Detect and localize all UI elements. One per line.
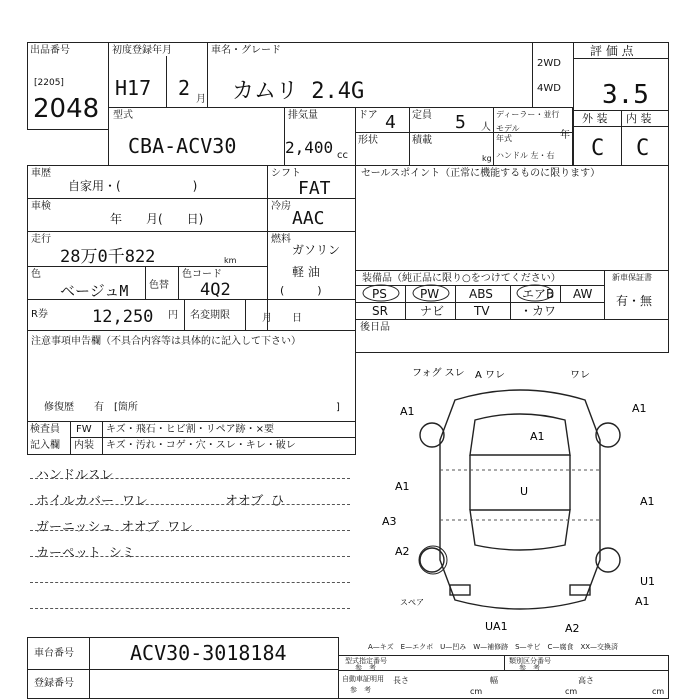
- equip-navi: ナビ: [420, 304, 445, 318]
- history-value: 自家用・( ): [68, 179, 198, 193]
- name-change-value: 月 日: [262, 313, 302, 324]
- shape-label: 形状: [358, 135, 378, 146]
- car-diagram: [370, 360, 670, 640]
- fw-label: FW: [76, 424, 92, 435]
- equip-airbag: エアB: [522, 287, 555, 301]
- recycle-value: 12,250: [92, 307, 154, 327]
- selling-points-label: セールスポイント（正常に機能するものに限ります）: [361, 168, 601, 179]
- equip-tv: TV: [474, 304, 490, 318]
- fuel-value-1: ガソリン: [292, 243, 341, 257]
- dmark-a-ware: A ワレ: [475, 370, 506, 381]
- lot-number-label: 出品番号: [30, 45, 70, 56]
- exterior-grade: C: [591, 136, 605, 161]
- first-reg-month-unit: 月: [196, 94, 206, 105]
- capacity-label: 定員: [412, 110, 432, 121]
- dash-2: [30, 504, 350, 505]
- interior-grade: C: [636, 136, 650, 161]
- recycle-label: R券: [31, 309, 48, 320]
- interior-label: 内 装: [626, 112, 652, 125]
- dmark-ua1: UA1: [485, 620, 508, 633]
- cert-div: [504, 655, 505, 670]
- new-warranty-value: 有・無: [616, 294, 653, 308]
- lot-number-value: 2048: [33, 94, 100, 124]
- chassis-div: [89, 637, 90, 670]
- dmark-a2-1: A2: [395, 545, 410, 558]
- equip-sr: SR: [372, 304, 388, 318]
- h-row-2: [27, 231, 267, 232]
- history-div: [267, 165, 268, 331]
- insp-div-2: [102, 421, 103, 455]
- mileage-label: 走行: [31, 234, 51, 245]
- dash-4: [30, 556, 350, 557]
- dmark-spare: スぺア: [400, 598, 424, 607]
- capacity-unit: 人: [481, 122, 491, 133]
- length-unit: cm: [470, 687, 483, 696]
- length-label: 長さ: [393, 676, 409, 685]
- dmark-a1-2: A1: [632, 402, 647, 415]
- drive-box: [532, 42, 574, 108]
- first-reg-divider: [166, 56, 167, 108]
- equip-leather: ・カワ: [520, 304, 557, 318]
- inspection-value: 年 月( 日): [110, 212, 204, 226]
- equip-abs: ABS: [469, 287, 493, 301]
- spec-row-line: [355, 132, 573, 133]
- dmark-fog: フォグ スレ: [412, 368, 465, 379]
- dmark-ware: ワレ: [570, 370, 590, 381]
- repair-label: 修復歴 有 [箇所: [44, 402, 138, 413]
- interior-insp-value: キズ・汚れ・コゲ・穴・スレ・キレ・破レ: [106, 440, 296, 451]
- handle-label: ハンドル 左・右: [496, 151, 555, 160]
- dmark-a2-2: A2: [565, 622, 580, 635]
- spec-div-1: [409, 107, 410, 166]
- type-label: 型式: [113, 110, 133, 121]
- equipment-circles: [355, 284, 605, 304]
- equip-pw: PW: [420, 287, 440, 301]
- repair-close: ]: [336, 402, 340, 413]
- inspector-label-1: 検査員: [30, 424, 60, 435]
- year-unit: 年: [560, 130, 570, 141]
- recycle-div: [184, 299, 185, 331]
- color-value: ベージュM: [60, 282, 129, 300]
- first-reg-era: H17: [115, 76, 152, 100]
- displacement-value: 2,400: [285, 138, 334, 157]
- reg-div: [89, 669, 90, 699]
- handwritten-note-2: ホイルカバー ワレ: [36, 494, 148, 509]
- height-unit: cm: [652, 687, 665, 696]
- width-unit: cm: [565, 687, 578, 696]
- shift-label: シフト: [271, 168, 301, 179]
- dmark-a1-5: U: [520, 485, 529, 498]
- insp-div-1: [70, 421, 71, 455]
- ac-label: 冷房: [271, 201, 291, 212]
- score-divider: [573, 58, 669, 59]
- cert-row: [338, 670, 669, 671]
- type-cert-sub: 参 考: [355, 664, 376, 672]
- notes-label: 注意事項申告欄（不具合内容等は具体的に記入して下さい）: [31, 336, 301, 347]
- class-label: 類別区分番号: [509, 657, 551, 665]
- diagram-legend: A—キズ E—エクボ U—凹み W—補修跡 S—サビ C—腐食 XX—交換済: [368, 643, 619, 651]
- score-label: 評 価 点: [590, 44, 634, 58]
- chassis-value: ACV30-3018184: [130, 641, 287, 665]
- first-reg-label: 初度登録年月: [112, 45, 172, 56]
- dmark-a3: A3: [382, 515, 397, 528]
- kg-unit: kg: [482, 154, 492, 163]
- dash-1: [30, 478, 350, 479]
- h-row-4: [27, 299, 356, 300]
- selling-points-box: [355, 165, 669, 271]
- vehicle-cert-sub: 参 考: [350, 686, 371, 694]
- inspector-label-2: 記入欄: [30, 440, 60, 451]
- recycle-yen: 円: [168, 310, 178, 321]
- width-label: 幅: [490, 676, 498, 685]
- lot-sub-number: [2205]: [34, 78, 64, 88]
- handwritten-note-3: ガーニッシュ オオブ ワレ: [36, 520, 194, 535]
- history-label: 車歴: [31, 168, 51, 179]
- type-cert-label: 型式指定番号: [345, 657, 387, 665]
- equipment-label: 装備品（純正品に限り○をつけてください）: [362, 273, 561, 284]
- doors-value: 4: [385, 112, 396, 133]
- post-item-label: 後日品: [360, 322, 390, 333]
- circle-airbag: [517, 285, 553, 301]
- inspection-label: 車検: [31, 201, 51, 212]
- dmark-a1-6: A1: [640, 495, 655, 508]
- post-item-box: [355, 319, 669, 353]
- mileage-value: 28万0千822: [60, 247, 156, 267]
- doors-label: ドア: [358, 110, 378, 121]
- ac-value: AAC: [292, 208, 325, 229]
- shift-value: FAT: [298, 178, 331, 199]
- color-code-value: 4Q2: [200, 280, 231, 300]
- type-value: CBA-ACV30: [128, 134, 237, 158]
- dash-5: [30, 582, 350, 583]
- spec-div-2: [493, 107, 494, 166]
- fuel-row-line: [267, 231, 356, 232]
- exterior-label: 外 装: [582, 112, 608, 125]
- equip-aw: AW: [573, 287, 593, 301]
- new-warranty-label: 新車保証書: [612, 273, 652, 282]
- mileage-unit: km: [224, 256, 237, 265]
- h-row-1: [27, 198, 356, 199]
- model-year-label: モデル: [496, 124, 520, 133]
- load-label: 積載: [412, 135, 432, 146]
- dmark-a1-7: A1: [635, 595, 650, 608]
- fuel-paren: ( ): [280, 284, 322, 297]
- handwritten-note-4: カーペット シミ: [36, 546, 135, 561]
- score-value: 3.5: [602, 80, 649, 110]
- displacement-label: 排気量: [288, 110, 318, 121]
- grade-divider: [621, 110, 622, 166]
- drive-4wd-label: 4WD: [537, 83, 561, 94]
- model-name-label: 車名・グレード: [211, 45, 281, 56]
- color-label: 色: [31, 269, 41, 280]
- color-div-2: [178, 266, 179, 299]
- model-name-value: カムリ 2.4G: [232, 79, 365, 104]
- circle-pw: [413, 285, 449, 301]
- equip-ps: PS: [372, 287, 387, 301]
- dmark-a1-4: A1: [395, 480, 410, 493]
- dash-3: [30, 530, 350, 531]
- dash-6: [30, 608, 350, 609]
- name-change-div: [245, 299, 246, 331]
- class-sub: 参 考: [519, 664, 540, 672]
- chassis-label: 車台番号: [34, 648, 74, 659]
- circle-ps: [363, 285, 399, 301]
- fw-value: キズ・飛石・ヒビ割・リペア跡・×要: [106, 424, 274, 435]
- height-label: 高さ: [578, 676, 594, 685]
- h-row-3: [27, 266, 267, 267]
- name-change-label: 名変期限: [190, 310, 230, 321]
- color-code-label: 色コード: [182, 269, 222, 280]
- dmark-a1-3: A1: [530, 430, 545, 443]
- interior-insp-label: 内装: [74, 440, 94, 451]
- handwritten-note-1: ハンドルスレ: [36, 468, 114, 483]
- drive-2wd-label: 2WD: [537, 58, 561, 69]
- color-div-1: [145, 266, 146, 299]
- vehicle-cert-label: 自動車証明用: [342, 675, 384, 683]
- capacity-value: 5: [455, 112, 466, 133]
- color-swap-label: 色替: [149, 280, 169, 291]
- model-year-sub: 年式: [496, 134, 512, 143]
- insp-row: [70, 437, 356, 438]
- handwritten-mid: オオブ ひ: [225, 494, 285, 509]
- dmark-u1: U1: [640, 575, 656, 588]
- first-reg-month: 2: [178, 76, 191, 100]
- dealer-label: ディーラー・並行: [496, 110, 560, 119]
- reg-label: 登録番号: [34, 678, 74, 689]
- displacement-unit: cc: [337, 150, 348, 161]
- fuel-label: 燃料: [271, 234, 291, 245]
- dmark-a1-1: A1: [400, 405, 415, 418]
- grade-divider-h: [573, 126, 669, 127]
- fuel-value-2: 軽 油: [292, 265, 320, 279]
